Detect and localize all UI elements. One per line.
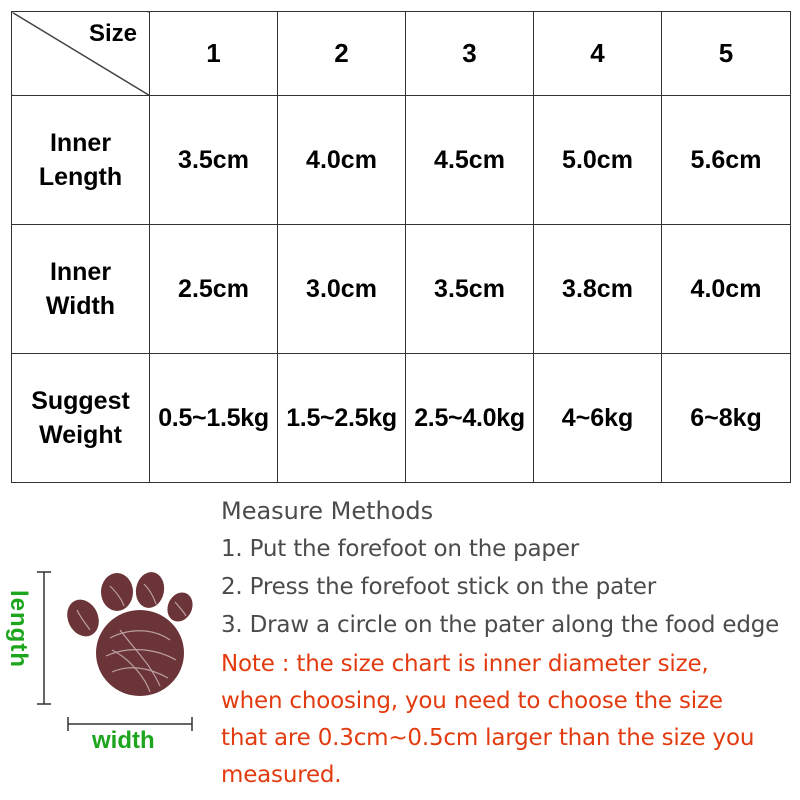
row-label-line: Width (45, 292, 116, 320)
size-header-1: 1 (150, 12, 278, 96)
measure-step: 3. Draw a circle on the pater along the food edge (221, 612, 780, 638)
note-line: that are 0.3cm~0.5cm larger than the size you (221, 725, 755, 751)
size-header-4: 4 (534, 12, 662, 96)
note-line: when choosing, you need to choose the size (221, 688, 723, 714)
table-cell: 2.5~4.0kg (406, 354, 534, 483)
table-row-suggest-weight (12, 354, 791, 483)
row-label-line: Inner (49, 258, 112, 286)
table-cell: 1.5~2.5kg (278, 354, 406, 483)
row-label-line: Inner (49, 129, 112, 157)
measure-methods-section (221, 492, 796, 794)
note-line: measured. (221, 762, 342, 788)
table-row-inner-width (12, 225, 791, 354)
size-chart-table (11, 11, 791, 483)
note-line: Note : the size chart is inner diameter size, (221, 651, 709, 677)
table-cell: 5.0cm (534, 96, 662, 225)
table-cell: 6~8kg (662, 354, 791, 483)
size-header-5: 5 (662, 12, 791, 96)
table-cell: 0.5~1.5kg (150, 354, 278, 483)
size-corner-label: Size (88, 20, 137, 47)
row-label-suggest-weight (12, 354, 150, 483)
measure-title: Measure Methods (221, 497, 434, 525)
row-label-line: Weight (39, 421, 122, 449)
table-row-inner-length (12, 96, 791, 225)
table-header-row (12, 12, 791, 96)
table-cell: 3.8cm (534, 225, 662, 354)
row-label-line: Suggest (31, 387, 130, 415)
size-header-3: 3 (406, 12, 534, 96)
table-cell: 4.5cm (406, 96, 534, 225)
table-cell: 4~6kg (534, 354, 662, 483)
row-label-line: Length (38, 163, 123, 191)
measure-step: 1. Put the forefoot on the paper (221, 536, 580, 562)
table-cell: 3.5cm (406, 225, 534, 354)
length-ruler-icon (37, 572, 51, 704)
table-cell: 4.0cm (278, 96, 406, 225)
size-corner-cell (12, 12, 150, 96)
row-label-inner-length (12, 96, 150, 225)
table-cell: 4.0cm (662, 225, 791, 354)
table-cell: 3.0cm (278, 225, 406, 354)
paw-print-icon (61, 570, 197, 696)
table-cell: 2.5cm (150, 225, 278, 354)
size-note (221, 646, 796, 794)
length-label: length (5, 590, 32, 668)
row-label-inner-width (12, 225, 150, 354)
width-label: width (92, 727, 155, 754)
table-cell: 3.5cm (150, 96, 278, 225)
size-header-2: 2 (278, 12, 406, 96)
measure-step: 2. Press the forefoot stick on the pater (221, 574, 656, 600)
table-cell: 5.6cm (662, 96, 791, 225)
